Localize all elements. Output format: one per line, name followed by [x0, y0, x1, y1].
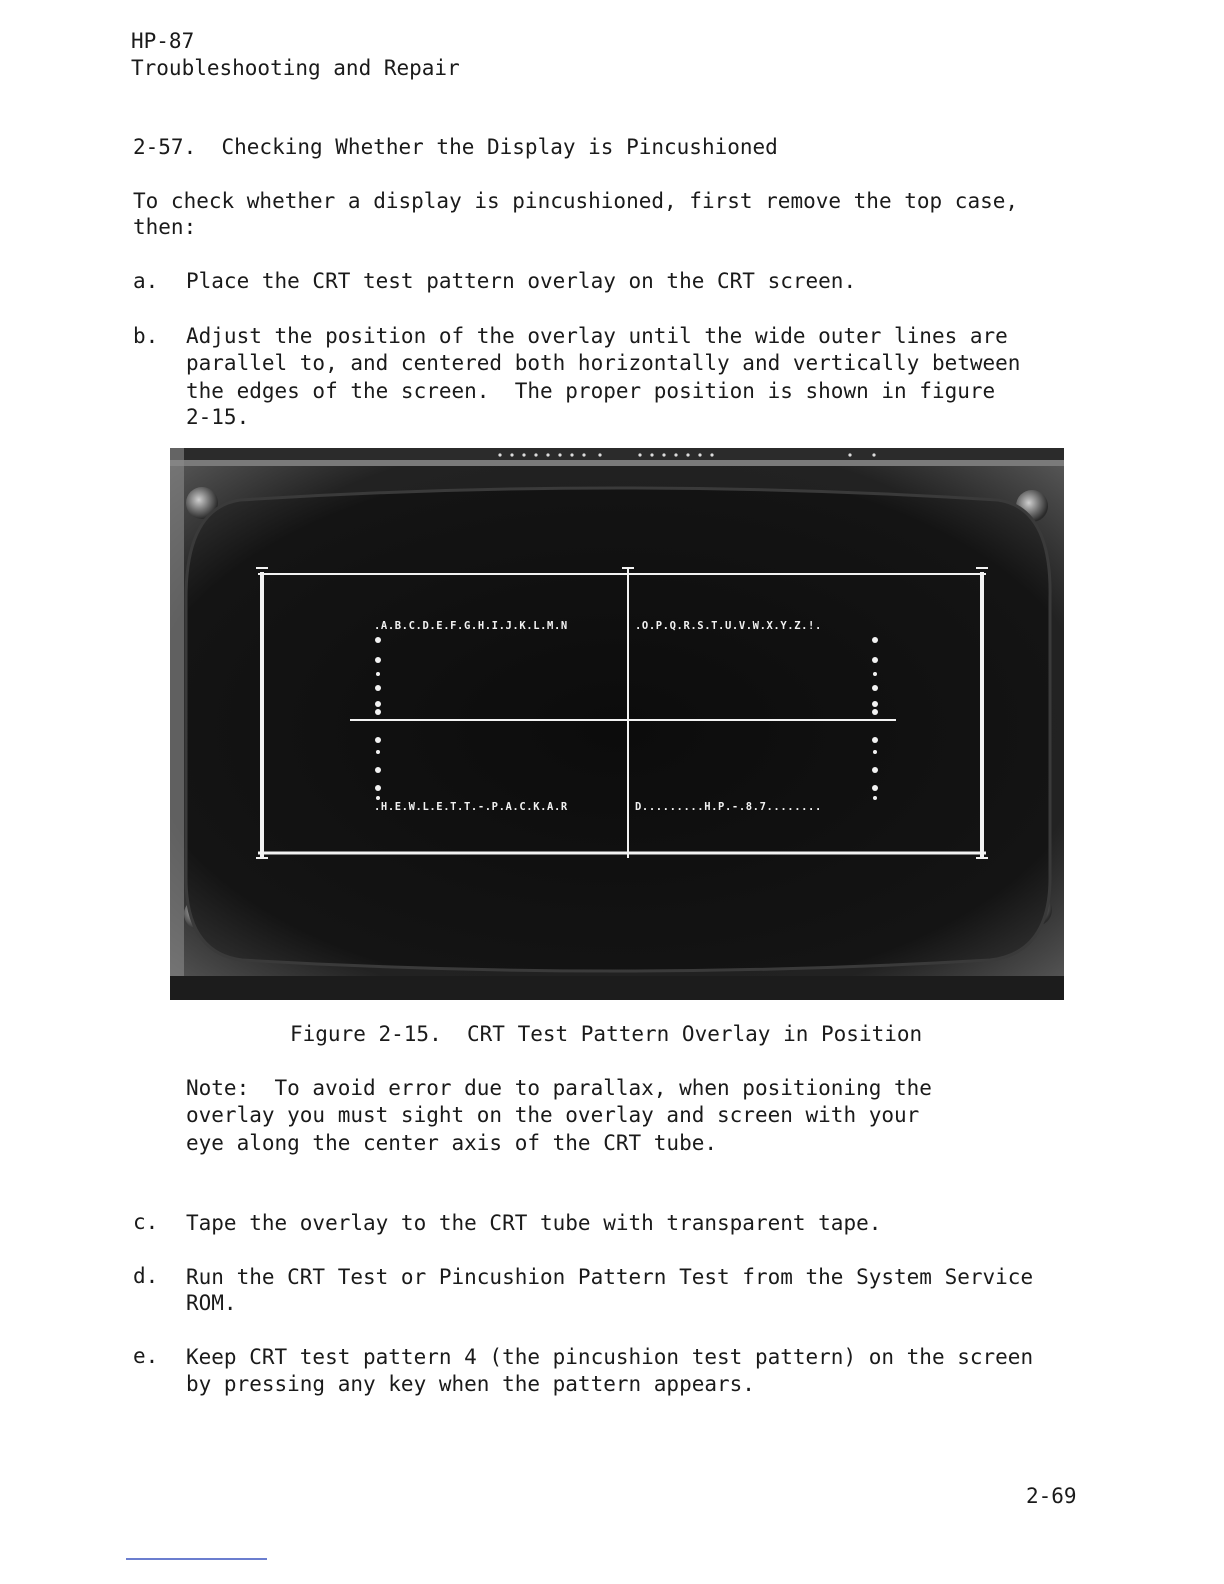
crt-screen: [186, 488, 1050, 971]
crt-overlay-photo: [170, 448, 1064, 1000]
footer-rule: [126, 1558, 267, 1560]
figure-caption: Figure 2-15. CRT Test Pattern Overlay in Position: [290, 1022, 923, 1046]
note-line-1: Note: To avoid error due to parallax, when positioning the: [186, 1076, 932, 1100]
pattern-text-bottom-right: D.........H.P.-.8.7........: [635, 801, 822, 813]
pattern-text-top-right: .O.P.Q.R.S.T.U.V.W.X.Y.Z.!.: [635, 620, 822, 632]
note-line-2: overlay you must sight on the overlay and screen with your: [186, 1103, 920, 1127]
step-d-line-2: ROM.: [186, 1291, 237, 1315]
step-a-letter: a.: [133, 269, 159, 293]
pattern-text-bottom-left: .H.E.W.L.E.T.T.-.P.A.C.K.A.R: [374, 801, 568, 813]
step-c-text: Tape the overlay to the CRT tube with transparent tape.: [186, 1211, 882, 1235]
top-chassis-edge: [170, 460, 1064, 466]
document-title: Troubleshooting and Repair: [131, 56, 460, 80]
pattern-text-top-left: .A.B.C.D.E.F.G.H.I.J.K.L.M.N: [374, 620, 568, 632]
step-b-line-4: 2-15.: [186, 405, 250, 429]
section-heading: 2-57. Checking Whether the Display is Pincushioned: [133, 135, 778, 159]
top-chassis-strip: [170, 448, 1064, 460]
step-d-letter: d.: [133, 1264, 159, 1288]
step-b-letter: b.: [133, 324, 159, 348]
step-d-line-1: Run the CRT Test or Pincushion Pattern Test from the System Service: [186, 1265, 1034, 1289]
note-line-3: eye along the center axis of the CRT tube.: [186, 1131, 718, 1155]
step-c-letter: c.: [133, 1210, 159, 1234]
step-e-line-1: Keep CRT test pattern 4 (the pincushion test pattern) on the screen: [186, 1345, 1034, 1369]
bottom-chassis: [170, 976, 1064, 1000]
document-model: HP-87: [131, 29, 195, 53]
intro-line-1: To check whether a display is pincushioned, first remove the top case,: [133, 189, 1019, 213]
page-number: 2-69: [1026, 1484, 1077, 1508]
step-b-line-1: Adjust the position of the overlay until the wide outer lines are: [186, 324, 1008, 348]
step-e-letter: e.: [133, 1344, 159, 1368]
step-a-text: Place the CRT test pattern overlay on the CRT screen.: [186, 269, 857, 293]
step-b-line-3: the edges of the screen. The proper position is shown in figure: [186, 379, 996, 403]
step-b-line-2: parallel to, and centered both horizontally and vertically between: [186, 351, 1021, 375]
step-e-line-2: by pressing any key when the pattern appears.: [186, 1372, 755, 1396]
intro-line-2: then:: [133, 215, 197, 239]
left-chassis-edge: [170, 448, 184, 1000]
crt-photo-svg: [170, 448, 1064, 1000]
